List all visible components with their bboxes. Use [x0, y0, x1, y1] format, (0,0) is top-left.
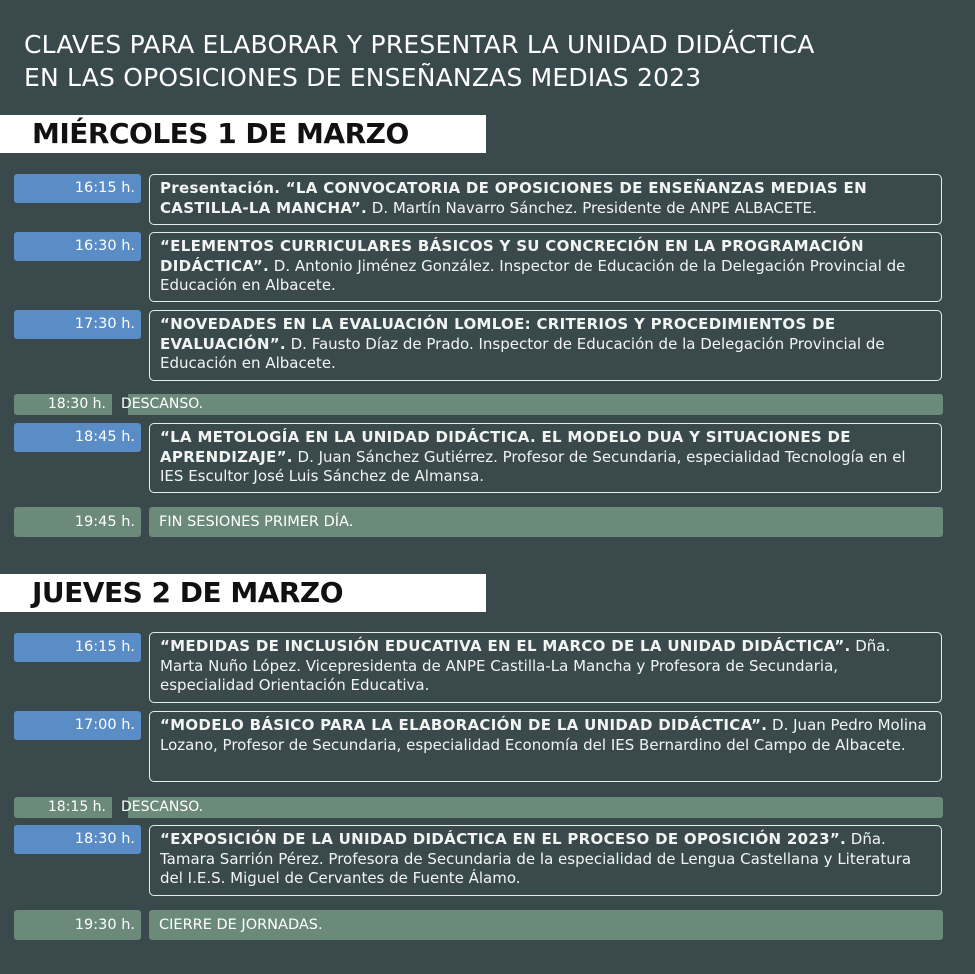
- end-bar: [14, 507, 943, 537]
- break-label: DESCANSO.: [121, 396, 204, 412]
- session-title: “MODELO BÁSICO PARA LA ELABORACIÓN DE LA UNIDAD DIDÁCTICA”.: [160, 716, 768, 734]
- session-speaker: D. Antonio Jiménez González. Inspector de Educación de la Delegación Provincial de Educación en Albacete.: [160, 256, 906, 294]
- session-card: [149, 711, 942, 782]
- session-speaker: D. Martín Navarro Sánchez. Presidente de ANPE ALBACETE.: [367, 198, 817, 217]
- session-card: [149, 174, 942, 225]
- end-label: FIN SESIONES PRIMER DÍA.: [149, 507, 943, 537]
- session-time: 16:15 h.: [14, 174, 141, 203]
- session-card: [149, 825, 942, 896]
- session-time: 17:30 h.: [14, 310, 141, 339]
- day-banner-1: MIÉRCOLES 1 DE MARZO: [0, 115, 486, 153]
- session-card: [149, 632, 942, 703]
- session-speaker: D. Fausto Díaz de Prado. Inspector de Educación de la Delegación Provincial de Educación en Albacete.: [160, 334, 885, 372]
- session-time: 18:45 h.: [14, 423, 141, 452]
- session-card: [149, 310, 942, 381]
- session-time: 18:30 h.: [14, 825, 141, 854]
- session-card: [149, 232, 942, 302]
- page-title: [24, 28, 815, 94]
- break-label: DESCANSO.: [121, 799, 204, 815]
- title-line-1: CLAVES PARA ELABORAR Y PRESENTAR LA UNIDAD DIDÁCTICA: [24, 30, 815, 59]
- break-time: 18:15 h.: [47, 799, 106, 815]
- session-time: 16:15 h.: [14, 633, 141, 662]
- session-title: “LA METOLOGÍA EN LA UNIDAD DIDÁCTICA. EL MODELO DUA Y SITUACIONES DE APRENDIZAJE”.: [160, 428, 851, 466]
- session-time: 16:30 h.: [14, 232, 141, 261]
- break-bar: [14, 797, 943, 818]
- break-time: 18:30 h.: [47, 396, 106, 412]
- session-title: “NOVEDADES EN LA EVALUACIÓN LOMLOE: CRITERIOS Y PROCEDIMIENTOS DE EVALUACIÓN”.: [160, 315, 836, 353]
- end-time: 19:30 h.: [14, 910, 141, 940]
- session-speaker: Dña. Marta Nuño López. Vicepresidenta de ANPE Castilla-La Mancha y Profesora de Secundaria, especialidad Orientación Educativa.: [160, 637, 891, 694]
- session-title: “EXPOSICIÓN DE LA UNIDAD DIDÁCTICA EN EL PROCESO DE OPOSICIÓN 2023”.: [160, 830, 847, 848]
- session-title: “ELEMENTOS CURRICULARES BÁSICOS Y SU CONCRECIÓN EN LA PROGRAMACIÓN DIDÁCTICA”.: [160, 237, 864, 275]
- session-title: Presentación. “LA CONVOCATORIA DE OPOSICIONES DE ENSEÑANZAS MEDIAS EN CASTILLA-LA MANCHA”.: [160, 179, 867, 217]
- end-time: 19:45 h.: [14, 507, 141, 537]
- session-speaker: D. Juan Sánchez Gutiérrez. Profesor de Secundaria, especialidad Tecnología en el IES Escultor José Luis Sánchez de Almansa.: [160, 447, 906, 485]
- session-card: [149, 423, 942, 493]
- day-banner-2: JUEVES 2 DE MARZO: [0, 574, 486, 612]
- break-bar: [14, 394, 943, 415]
- end-label: CIERRE DE JORNADAS.: [149, 910, 943, 940]
- end-bar: [14, 910, 943, 940]
- session-title: “MEDIDAS DE INCLUSIÓN EDUCATIVA EN EL MARCO DE LA UNIDAD DIDÁCTICA”.: [160, 637, 851, 655]
- session-time: 17:00 h.: [14, 711, 141, 740]
- session-speaker: D. Juan Pedro Molina Lozano, Profesor de Secundaria, especialidad Economía del IES Bernardino del Campo de Albacete.: [160, 716, 927, 754]
- title-line-2: EN LAS OPOSICIONES DE ENSEÑANZAS MEDIAS 2023: [24, 63, 702, 92]
- session-speaker: Dña. Tamara Sarrión Pérez. Profesora de Secundaria de la especialidad de Lengua Castellana y Literatura del I.E.S. Miguel de Cervantes de Fuente Álamo.: [160, 830, 912, 887]
